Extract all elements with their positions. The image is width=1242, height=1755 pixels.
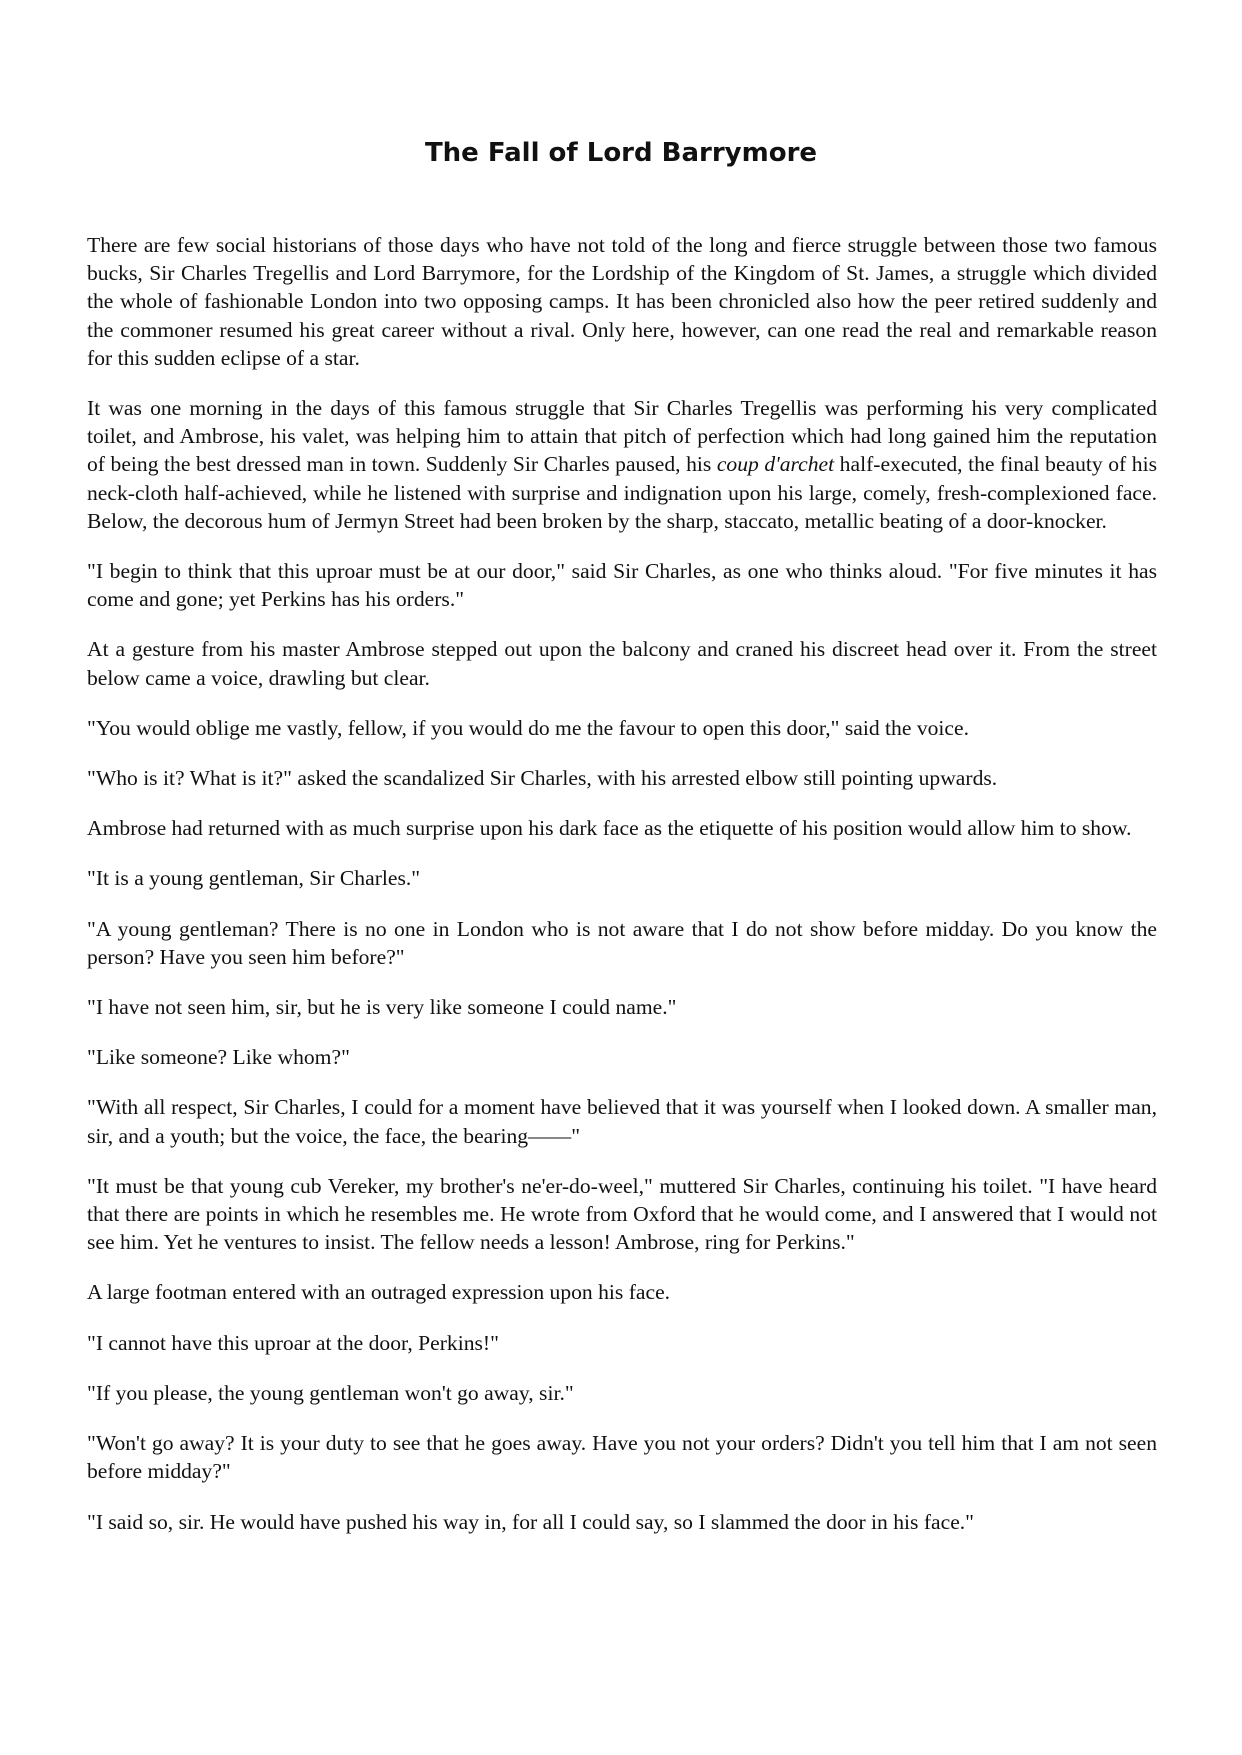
paragraph-10: "I have not seen him, sir, but he is very like someone I could name." <box>87 995 677 1020</box>
paragraph-12: "With all respect, Sir Charles, I could for a moment have believed that it was yourself when I looked down. A smaller man, sir, and a youth; but the voice, the face, the bearing——" <box>87 1095 1157 1148</box>
paragraph-13: "It must be that young cub Vereker, my brother's ne'er-do-weel," muttered Sir Charles, continuing his toilet. "I have heard that there are points in which he resembles me. He wrote from Oxford that he would come, and I answered that I would not see him. Yet he ventures to insist. The fellow needs a lesson! Ambrose, ring for Perkins." <box>87 1173 1157 1255</box>
paragraph-18: "I said so, sir. He would have pushed his way in, for all I could say, so I slammed the door in his face." <box>87 1509 974 1534</box>
paragraph-2-before: It was one morning in the days of this famous struggle that Sir Charles Tregellis was performing his very complicated toilet, and Ambrose, his valet, was helping him to attain that pitch of perfection which had long gained him the reputation of being the best dressed man in town. Suddenly Sir Charles paused, his <box>87 396 1157 477</box>
paragraph-1: There are few social historians of those days who have not told of the long and fierce struggle between those two famous bucks, Sir Charles Tregellis and Lord Barrymore, for the Lordship of the Kingdom of St. James, a struggle which divided the whole of fashionable London into two opposing camps. It has been chronicled also how the peer retired suddenly and the commoner resumed his great career without a rival. Only here, however, can one read the real and remarkable reason for this sudden eclipse of a star. <box>87 233 1157 370</box>
paragraph-14: A large footman entered with an outraged expression upon his face. <box>87 1280 671 1305</box>
paragraph-9: "A young gentleman? There is no one in London who is not aware that I do not show before midday. Do you know the person? Have you seen him before?" <box>87 916 1157 969</box>
paragraph-17: "Won't go away? It is your duty to see that he goes away. Have you not your orders? Didn't you tell him that I am not seen before midday?" <box>87 1431 1157 1484</box>
paragraph-2-italic: coup d'archet <box>716 452 835 477</box>
paragraph-7: Ambrose had returned with as much surprise upon his dark face as the etiquette of his position would allow him to show. <box>87 816 1132 841</box>
paragraph-5: "You would oblige me vastly, fellow, if you would do me the favour to open this door," said the voice. <box>87 715 969 740</box>
document-body <box>87 231 1157 1558</box>
paragraph-3: "I begin to think that this uproar must be at our door," said Sir Charles, as one who thinks aloud. "For five minutes it has come and gone; yet Perkins has his orders." <box>87 559 1157 612</box>
paragraph-2 <box>87 394 1157 535</box>
paragraph-16: "If you please, the young gentleman won't go away, sir." <box>87 1380 574 1405</box>
paragraph-11: "Like someone? Like whom?" <box>87 1045 350 1070</box>
paragraph-8: "It is a young gentleman, Sir Charles." <box>87 866 421 891</box>
paragraph-4: At a gesture from his master Ambrose stepped out upon the balcony and craned his discreet head over it. From the street below came a voice, drawling but clear. <box>87 637 1157 690</box>
page-title: The Fall of Lord Barrymore <box>424 138 818 168</box>
paragraph-15: "I cannot have this uproar at the door, Perkins!" <box>87 1330 499 1355</box>
paragraph-2-after: half-executed, the final beauty of his neck-cloth half-achieved, while he listened with surprise and indignation upon his large, comely, fresh-complexioned face. Below, the decorous hum of Jermyn Street had been broken by the sharp, staccato, metallic beating of a door-knocker. <box>87 452 1157 533</box>
paragraph-6: "Who is it? What is it?" asked the scandalized Sir Charles, with his arrested elbow still pointing upwards. <box>87 766 998 791</box>
